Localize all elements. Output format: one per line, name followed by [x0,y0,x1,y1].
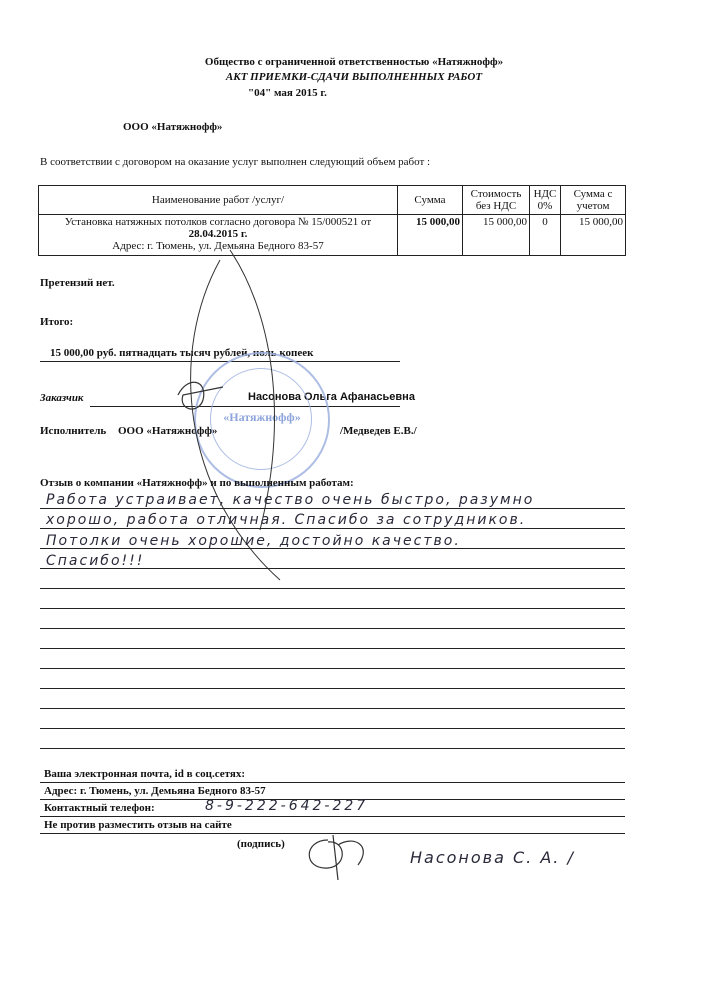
org-line: Общество с ограниченной ответственностью «Натяжнофф» [204,56,504,68]
handwritten-review-line: Работа устраивает, качество очень быстро, разумно [46,492,535,508]
handwritten-review-line: хорошо, работа отличная. Спасибо за сотрудников. [46,512,527,528]
executor-name: /Медведев Е.В./ [340,425,417,437]
review-line [40,648,625,649]
review-line [40,668,625,669]
table-header-row [39,186,626,215]
review-line [40,628,625,629]
header-cost-line1: Стоимость [470,188,522,200]
customer-label: Заказчик [40,392,84,404]
executor-label: Исполнитель [40,425,107,437]
header-total [561,186,626,215]
row-total: 15 000,00 [561,215,626,256]
sign-name: Насонова С. А. / [410,848,575,867]
header-vat-line2: 0% [537,200,553,212]
review-label: Отзыв о компании «Натяжнофф» и по выполненным работам: [40,477,354,489]
row-desc-line2: 28.04.2015 г. [188,228,248,240]
customer-name: Насонова Ольга Афанасьевна [248,391,415,403]
consent-label: Не против разместить отзыв на сайте [44,819,232,831]
review-line [40,608,625,609]
customer-signature [298,820,378,890]
address-line: Адрес: г. Тюмень, ул. Демьяна Бедного 83-57 [44,785,266,797]
handwritten-review-line: Потолки очень хорошие, достойно качество. [46,533,461,549]
review-line [40,728,625,729]
act-title: АКТ ПРИЕМКИ-СДАЧИ ВЫПОЛНЕННЫХ РАБОТ [225,71,483,83]
review-line [40,748,625,749]
phone-underline [40,816,625,817]
row-sum: 15 000,00 [398,215,463,256]
header-cost [463,186,530,215]
phone-value: 8-9-222-642-227 [205,798,369,814]
row-vat: 0 [530,215,561,256]
row-cost: 15 000,00 [463,215,530,256]
handwritten-review-line: Спасибо!!! [46,553,145,569]
intro-text: В соответствии с договором на оказание услуг выполнен следующий объем работ : [40,156,431,168]
customer-org: ООО «Натяжнофф» [123,121,223,133]
email-label: Ваша электронная почта, id в соц.сетях: [44,768,246,780]
review-line [40,588,625,589]
sign-label: (подпись) [237,838,285,850]
review-line [40,688,625,689]
header-cost-line2: без НДС [475,200,517,212]
header-total-line1: Сумма с [573,188,613,200]
header-sum: Сумма [398,186,463,215]
row-address: Адрес: г. Тюмень, ул. Демьяна Бедного 83-57 [112,240,324,252]
header-name: Наименование работ /услуг/ [39,186,398,215]
stamp-text: «Натяжнофф» [223,410,301,424]
review-line [40,508,625,509]
header-vat-line1: НДС [533,188,557,200]
row-desc-line1: Установка натяжных потолков согласно договора № 15/000521 от [64,216,372,228]
phone-label: Контактный телефон: [44,802,155,814]
total-label: Итого: [40,316,74,328]
total-amount: 15 000,00 руб. пятнадцать тысяч рублей, ноль копеек [50,347,314,359]
email-line [40,782,625,783]
no-claims: Претензий нет. [40,277,115,289]
signature-scribble [160,230,360,610]
act-date: "04" мая 2015 г. [248,87,327,99]
header-total-line2: учетом [576,200,610,212]
executor-org: ООО «Натяжнофф» [118,425,218,437]
header-vat [530,186,561,215]
review-line [40,528,625,529]
review-line [40,708,625,709]
